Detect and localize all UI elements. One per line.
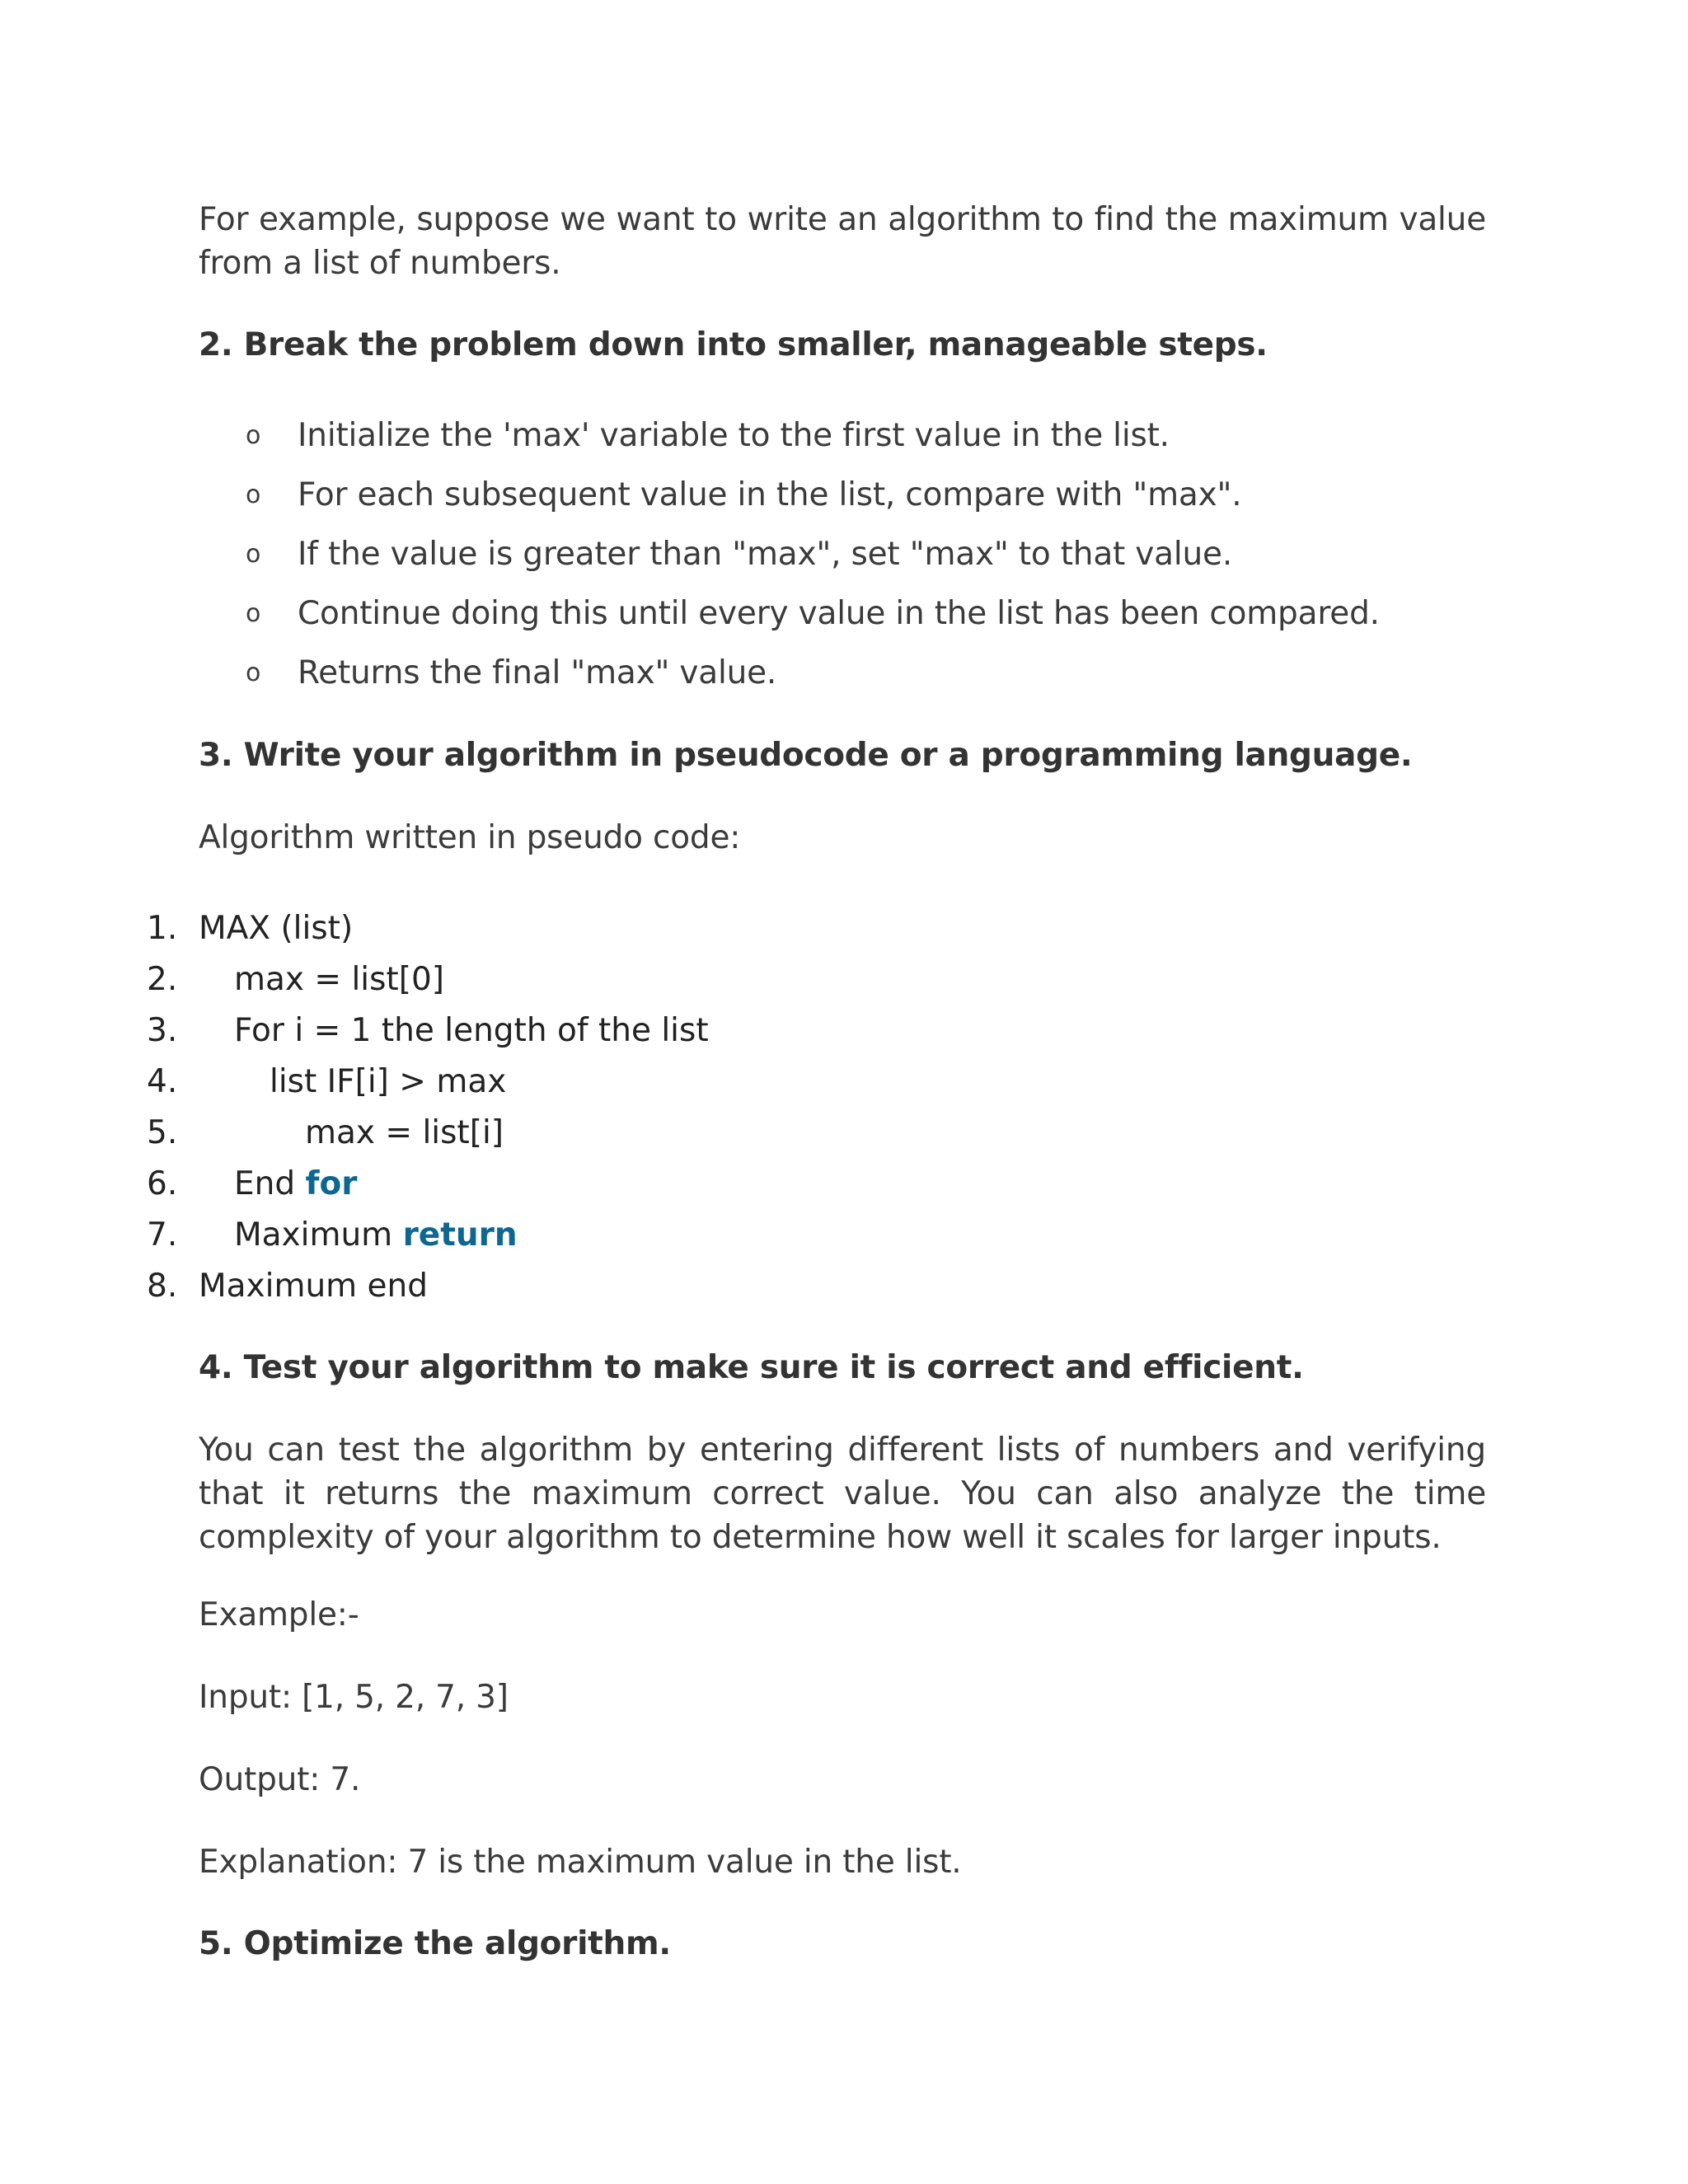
bullet-list-item bbox=[0, 473, 1484, 517]
step4-paragraph: You can test the algorithm by entering different lists of numbers and verifying that it returns the maximum correct value. You can also analyze the time complexity of your algorithm to determine how well it scales for larger inputs. bbox=[199, 1432, 1486, 1556]
code-line bbox=[0, 903, 1484, 954]
line-number: 5. bbox=[147, 1114, 178, 1151]
line-number: 4. bbox=[147, 1063, 178, 1100]
bullet-text: Continue doing this until every value in the list has been compared. bbox=[298, 595, 1380, 632]
step4-heading: 4. Test your algorithm to make sure it is correct and efficient. bbox=[199, 1349, 1304, 1386]
code-keyword: for bbox=[305, 1165, 358, 1202]
bullet-list-item bbox=[0, 532, 1484, 576]
step5-heading: 5. Optimize the algorithm. bbox=[199, 1925, 671, 1962]
code-text bbox=[234, 954, 444, 1005]
bullet-list-item bbox=[0, 651, 1484, 695]
code-plain: Maximum bbox=[234, 1216, 403, 1254]
code-plain: End bbox=[234, 1165, 306, 1202]
bullet-circle-icon: o bbox=[246, 480, 261, 509]
code-text bbox=[234, 1005, 709, 1057]
bullet-text: If the value is greater than "max", set "max" to that value. bbox=[298, 536, 1233, 573]
line-number: 1. bbox=[147, 910, 178, 947]
code-text bbox=[199, 1261, 428, 1312]
code-plain: max = list[0] bbox=[234, 961, 444, 998]
code-text bbox=[270, 1057, 506, 1108]
code-line bbox=[0, 1210, 1484, 1261]
code-line bbox=[0, 1057, 1484, 1108]
code-line bbox=[0, 1108, 1484, 1159]
code-plain: MAX (list) bbox=[199, 910, 354, 947]
code-text bbox=[234, 1159, 358, 1210]
code-text bbox=[199, 903, 353, 954]
code-text bbox=[305, 1108, 504, 1159]
code-plain: Maximum end bbox=[199, 1268, 429, 1305]
code-plain: For i = 1 the length of the list bbox=[234, 1012, 709, 1049]
bullet-list-item bbox=[0, 414, 1484, 457]
bullet-list-item bbox=[0, 592, 1484, 635]
code-keyword: return bbox=[402, 1216, 518, 1254]
line-number: 6. bbox=[147, 1165, 178, 1202]
line-number: 2. bbox=[147, 961, 178, 998]
line-number: 7. bbox=[147, 1216, 178, 1254]
bullet-circle-icon: o bbox=[246, 658, 261, 687]
line-number: 8. bbox=[147, 1268, 178, 1305]
bullet-circle-icon: o bbox=[246, 599, 261, 628]
bullet-text: Returns the final "max" value. bbox=[298, 654, 777, 691]
code-line bbox=[0, 1159, 1484, 1210]
bullet-circle-icon: o bbox=[246, 421, 261, 450]
code-line bbox=[0, 1005, 1484, 1057]
bullet-text: For each subsequent value in the list, compare with "max". bbox=[298, 476, 1242, 513]
step2-heading: 2. Break the problem down into smaller, manageable steps. bbox=[199, 326, 1268, 363]
intro-paragraph: For example, suppose we want to write an algorithm to find the maximum value from a list of numbers. bbox=[199, 201, 1486, 282]
step3-heading: 3. Write your algorithm in pseudocode or a programming language. bbox=[199, 737, 1413, 774]
example-output: Output: 7. bbox=[199, 1761, 361, 1798]
example-explanation: Explanation: 7 is the maximum value in the list. bbox=[199, 1844, 962, 1881]
line-number: 3. bbox=[147, 1012, 178, 1049]
code-line bbox=[0, 954, 1484, 1005]
code-text bbox=[234, 1210, 518, 1261]
code-line bbox=[0, 1261, 1484, 1312]
example-label: Example:- bbox=[199, 1596, 359, 1633]
example-input: Input: [1, 5, 2, 7, 3] bbox=[199, 1679, 509, 1716]
pseudocode-intro: Algorithm written in pseudo code: bbox=[199, 819, 741, 856]
code-plain: max = list[i] bbox=[305, 1114, 504, 1151]
code-plain: list IF[i] > max bbox=[270, 1063, 507, 1100]
bullet-text: Initialize the 'max' variable to the first value in the list. bbox=[298, 417, 1170, 454]
bullet-circle-icon: o bbox=[246, 540, 261, 569]
